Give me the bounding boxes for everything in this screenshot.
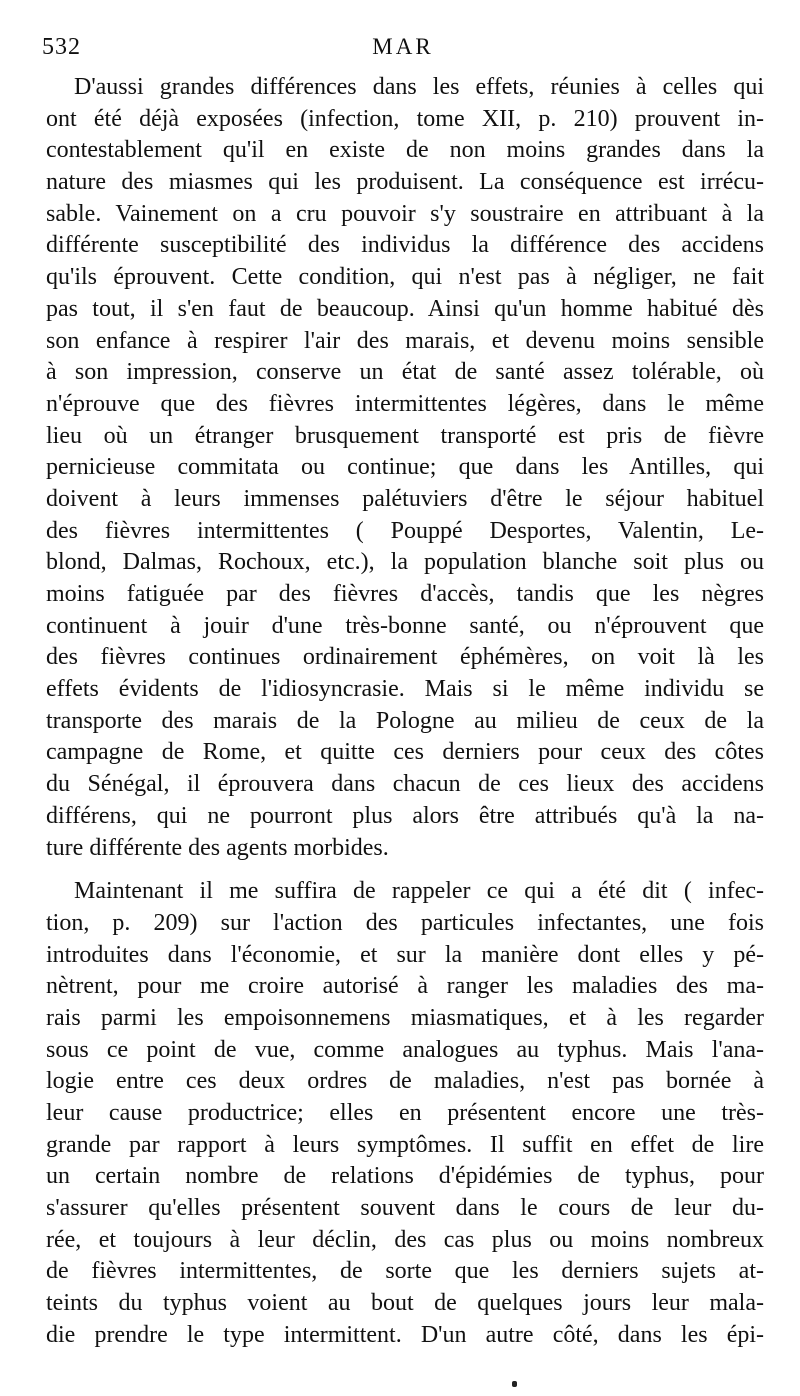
- text-line: différens, qui ne pourront plus alors être attribués qu'à la na-: [46, 802, 764, 829]
- text-line: leur cause productrice; elles en présentent encore une très-: [46, 1100, 764, 1126]
- body-text: [46, 72, 764, 1352]
- text-line: rais parmi les empoisonnemens miasmatiques, et à les regarder: [46, 1004, 764, 1031]
- text-line: lieu où un étranger brusquement transporté est pris de fièvre: [46, 422, 764, 449]
- text-line: logie entre ces deux ordres de maladies, n'est pas bornée à: [46, 1068, 764, 1095]
- text-line: die prendre le type intermittent. D'un autre côté, dans les épi-: [46, 1321, 764, 1348]
- text-line: un certain nombre de relations d'épidémies de typhus, pour: [46, 1163, 764, 1190]
- paragraph: [46, 72, 764, 864]
- paragraph: [46, 876, 764, 1351]
- text-line: qu'ils éprouvent. Cette condition, qui n'est pas à négliger, ne fait: [46, 264, 764, 291]
- text-line: continuent à jouir d'une très-bonne santé, ou n'éprouvent que: [46, 612, 764, 639]
- text-line: rée, et toujours à leur déclin, des cas plus ou moins nombreux: [46, 1226, 764, 1253]
- text-line: campagne de Rome, et quitte ces derniers pour ceux des côtes: [46, 739, 764, 766]
- text-line: introduites dans l'économie, et sur la manière dont elles y pé-: [46, 941, 764, 968]
- ink-speck: [512, 1381, 517, 1387]
- text-line: des fièvres intermittentes ( Pouppé Desportes, Valentin, Le-: [46, 517, 764, 544]
- text-line: différente susceptibilité des individus la différence des accidens: [46, 232, 764, 259]
- text-line: transporte des marais de la Pologne au milieu de ceux de la: [46, 707, 764, 734]
- text-line: sable. Vainement on a cru pouvoir s'y soustraire en attribuant à la: [46, 200, 764, 227]
- text-line: doivent à leurs immenses palétuviers d'être le séjour habituel: [46, 485, 764, 512]
- text-line: du Sénégal, il éprouvera dans chacun de ces lieux des accidens: [46, 771, 764, 798]
- page-header: [42, 34, 764, 70]
- text-line: des fièvres continues ordinairement éphémères, on voit là les: [46, 644, 764, 671]
- text-line: sous ce point de vue, comme analogues au typhus. Mais l'ana-: [46, 1036, 764, 1063]
- text-line: pas tout, il s'en faut de beaucoup. Ainsi qu'un homme habitué dès: [46, 295, 764, 322]
- text-line: nètrent, pour me croire autorisé à ranger les maladies des ma-: [46, 973, 764, 1000]
- text-line: pernicieuse commitata ou continue; que dans les Antilles, qui: [46, 454, 764, 481]
- text-line: de fièvres intermittentes, de sorte que les derniers sujets at-: [46, 1258, 764, 1285]
- text-line: effets évidents de l'idiosyncrasie. Mais si le même individu se: [46, 676, 764, 703]
- running-head: MAR: [372, 34, 434, 59]
- text-line: teints du typhus voient au bout de quelques jours leur mala-: [46, 1290, 764, 1317]
- text-line: s'assurer qu'elles présentent souvent dans le cours de leur du-: [46, 1195, 764, 1222]
- text-line: D'aussi grandes différences dans les effets, réunies à celles qui: [74, 74, 764, 100]
- text-line: blond, Dalmas, Rochoux, etc.), la population blanche soit plus ou: [46, 549, 764, 576]
- text-line: son enfance à respirer l'air des marais, et devenu moins sensible: [46, 327, 764, 354]
- text-line: ont été déjà exposées (infection, tome XII, p. 210) prouvent in-: [46, 105, 764, 132]
- text-line: tion, p. 209) sur l'action des particules infectantes, une fois: [46, 909, 764, 936]
- text-line: nature des miasmes qui les produisent. La conséquence est irrécu-: [46, 169, 764, 196]
- text-line: contestablement qu'il en existe de non moins grandes dans la: [46, 137, 764, 164]
- text-line: moins fatiguée par des fièvres d'accès, tandis que les nègres: [46, 581, 764, 607]
- text-line: à son impression, conserve un état de santé assez tolérable, où: [46, 359, 764, 386]
- text-line: Maintenant il me suffira de rappeler ce qui a été dit ( infec-: [74, 878, 764, 905]
- page-number: 532: [42, 34, 81, 60]
- text-line: ture différente des agents morbides.: [46, 834, 389, 861]
- text-line: n'éprouve que des fièvres intermittentes légères, dans le même: [46, 390, 764, 417]
- text-line: grande par rapport à leurs symptômes. Il suffit en effet de lire: [46, 1131, 764, 1158]
